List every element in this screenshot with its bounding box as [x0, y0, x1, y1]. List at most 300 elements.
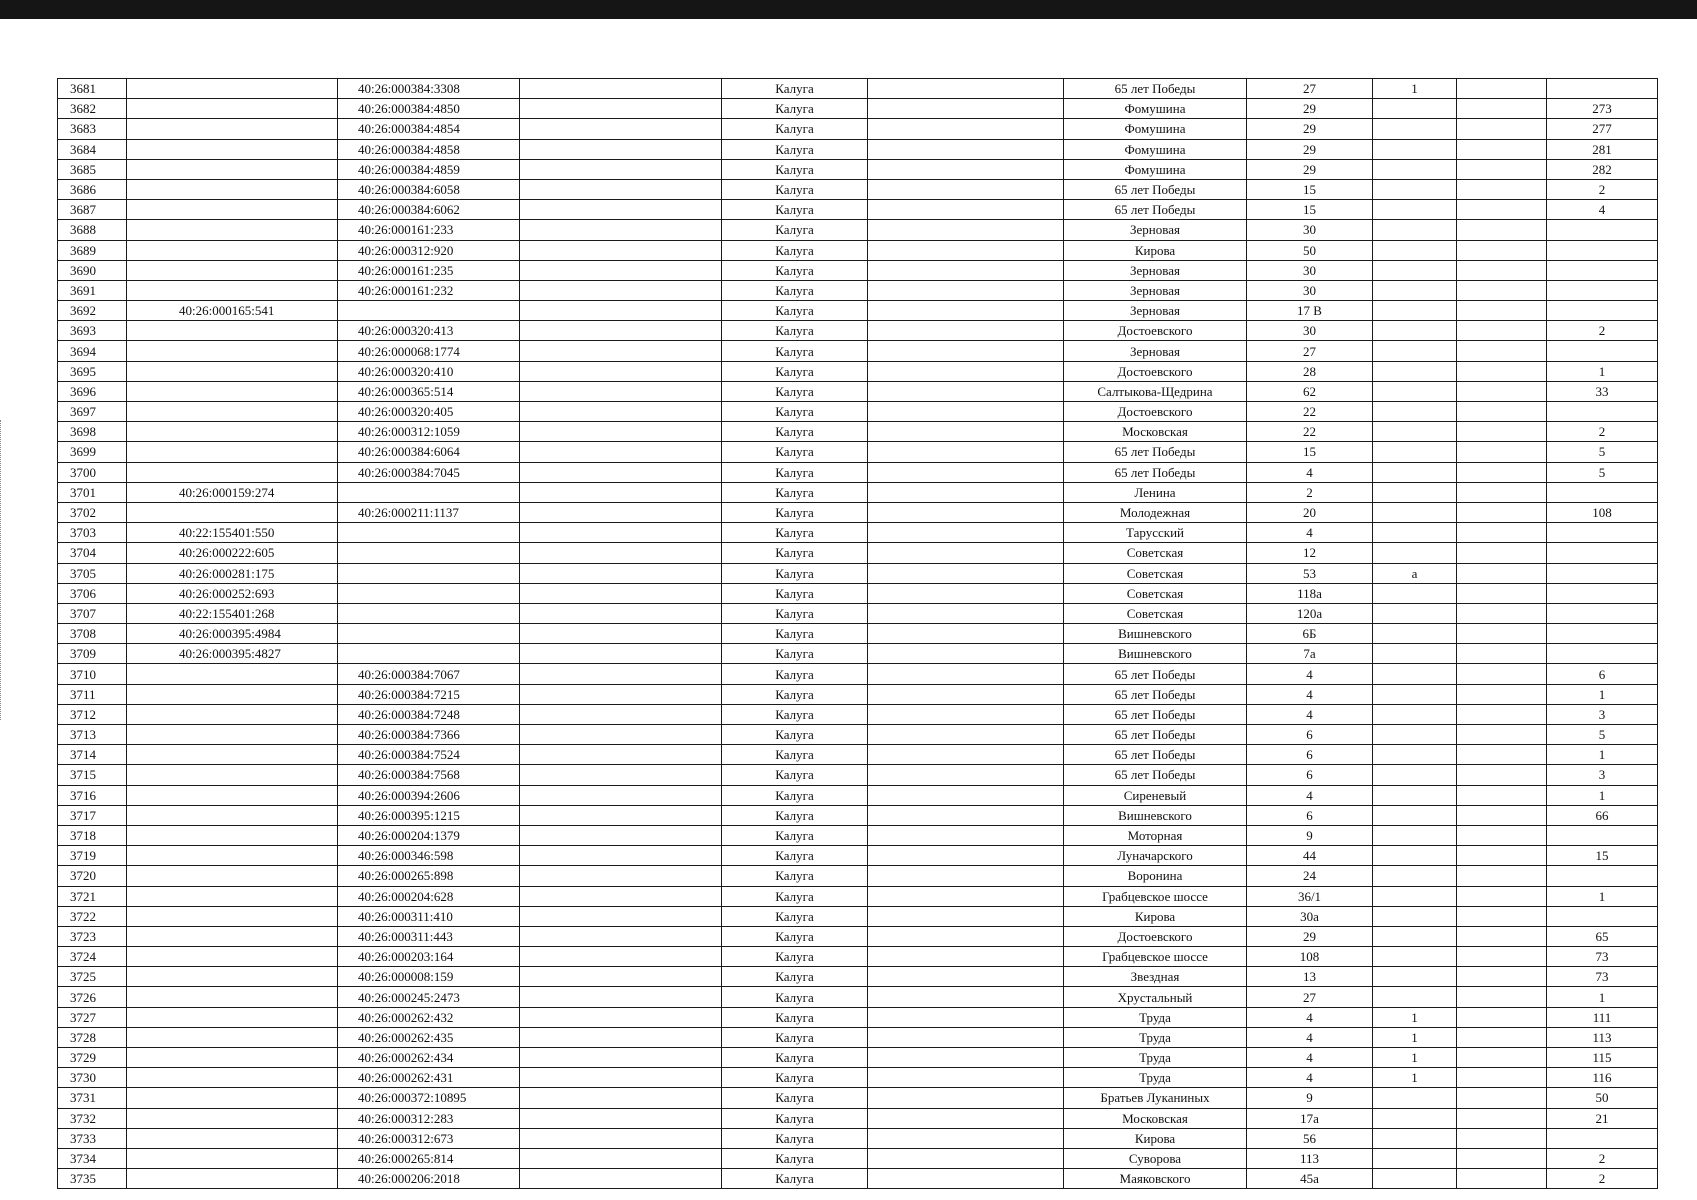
cell-cadastral-land: 40:26:000165:541 — [127, 301, 338, 321]
cell-cadastral-land: 40:26:000222:605 — [127, 543, 338, 563]
cell-blank-a — [520, 926, 722, 946]
cell-blank-b — [868, 1048, 1064, 1068]
cell-cadastral-building: 40:26:000384:4859 — [338, 159, 520, 179]
cell-blank-b — [868, 321, 1064, 341]
cell-street: Фомушина — [1064, 99, 1247, 119]
cell-cadastral-building: 40:26:000384:7366 — [338, 725, 520, 745]
cell-street: Луначарского — [1064, 846, 1247, 866]
cell-number: 3686 — [58, 179, 127, 199]
cell-number: 3705 — [58, 563, 127, 583]
cell-cadastral-land — [127, 1068, 338, 1088]
cell-cadastral-land — [127, 967, 338, 987]
cell-apartment: 2 — [1547, 1169, 1658, 1189]
cell-house: 30а — [1247, 906, 1373, 926]
cell-blank-c — [1457, 1128, 1547, 1148]
cell-blank-b — [868, 947, 1064, 967]
cell-house: 17 В — [1247, 301, 1373, 321]
cell-blank-c — [1457, 846, 1547, 866]
cell-apartment — [1547, 603, 1658, 623]
cell-cadastral-land — [127, 442, 338, 462]
cell-number: 3707 — [58, 603, 127, 623]
cell-blank-b — [868, 644, 1064, 664]
cell-blank-b — [868, 280, 1064, 300]
cell-cadastral-land: 40:26:000281:175 — [127, 563, 338, 583]
cell-blank-a — [520, 1027, 722, 1047]
cell-city: Калуга — [722, 482, 868, 502]
cell-cadastral-land — [127, 886, 338, 906]
cell-number: 3699 — [58, 442, 127, 462]
cell-cadastral-land — [127, 240, 338, 260]
cell-house: 30 — [1247, 260, 1373, 280]
cell-building — [1373, 159, 1457, 179]
cell-blank-c — [1457, 301, 1547, 321]
cell-blank-c — [1457, 482, 1547, 502]
cell-apartment: 282 — [1547, 159, 1658, 179]
cell-blank-c — [1457, 341, 1547, 361]
cell-blank-a — [520, 906, 722, 926]
cell-apartment — [1547, 79, 1658, 99]
cell-city: Калуга — [722, 381, 868, 401]
cell-building — [1373, 947, 1457, 967]
table-row — [58, 1148, 1658, 1168]
table-row — [58, 805, 1658, 825]
table-row — [58, 886, 1658, 906]
cell-number: 3701 — [58, 482, 127, 502]
cell-blank-c — [1457, 664, 1547, 684]
cell-house: 30 — [1247, 280, 1373, 300]
cell-apartment: 108 — [1547, 502, 1658, 522]
cell-apartment: 115 — [1547, 1048, 1658, 1068]
cell-cadastral-land — [127, 947, 338, 967]
cell-city: Калуга — [722, 422, 868, 442]
cell-building: 1 — [1373, 79, 1457, 99]
cell-cadastral-building — [338, 543, 520, 563]
cell-blank-a — [520, 684, 722, 704]
cell-house: 22 — [1247, 422, 1373, 442]
cell-blank-c — [1457, 725, 1547, 745]
cell-building — [1373, 523, 1457, 543]
cell-number: 3694 — [58, 341, 127, 361]
cell-city: Калуга — [722, 179, 868, 199]
cell-cadastral-building: 40:26:000384:4850 — [338, 99, 520, 119]
cell-blank-c — [1457, 422, 1547, 442]
cell-blank-c — [1457, 1108, 1547, 1128]
cell-cadastral-building: 40:26:000204:1379 — [338, 825, 520, 845]
cell-cadastral-land — [127, 502, 338, 522]
table-row — [58, 644, 1658, 664]
cell-blank-b — [868, 583, 1064, 603]
cell-blank-b — [868, 1128, 1064, 1148]
cell-house: 24 — [1247, 866, 1373, 886]
cell-blank-c — [1457, 1088, 1547, 1108]
table-row — [58, 704, 1658, 724]
cell-cadastral-building: 40:26:000384:7045 — [338, 462, 520, 482]
cell-blank-c — [1457, 765, 1547, 785]
cell-blank-a — [520, 1048, 722, 1068]
cell-blank-c — [1457, 624, 1547, 644]
cell-city: Калуга — [722, 462, 868, 482]
cell-blank-c — [1457, 99, 1547, 119]
cell-number: 3693 — [58, 321, 127, 341]
cell-house: 27 — [1247, 987, 1373, 1007]
cell-city: Калуга — [722, 260, 868, 280]
cell-cadastral-land — [127, 402, 338, 422]
cell-cadastral-land — [127, 200, 338, 220]
cell-number: 3684 — [58, 139, 127, 159]
cell-cadastral-building: 40:26:000320:410 — [338, 361, 520, 381]
cell-cadastral-building: 40:26:000384:7524 — [338, 745, 520, 765]
table-row — [58, 825, 1658, 845]
cell-house: 7а — [1247, 644, 1373, 664]
cell-cadastral-land — [127, 119, 338, 139]
cell-street: Сиреневый — [1064, 785, 1247, 805]
cell-blank-b — [868, 260, 1064, 280]
cell-apartment: 3 — [1547, 704, 1658, 724]
cell-building — [1373, 381, 1457, 401]
cell-blank-a — [520, 805, 722, 825]
cell-cadastral-building — [338, 583, 520, 603]
cell-number: 3730 — [58, 1068, 127, 1088]
table-row — [58, 1128, 1658, 1148]
cell-cadastral-building: 40:26:000320:405 — [338, 402, 520, 422]
cell-house: 4 — [1247, 664, 1373, 684]
cell-blank-b — [868, 543, 1064, 563]
cell-house: 45а — [1247, 1169, 1373, 1189]
cell-street: 65 лет Победы — [1064, 684, 1247, 704]
cell-city: Калуга — [722, 240, 868, 260]
cell-street: Труда — [1064, 1048, 1247, 1068]
cell-number: 3695 — [58, 361, 127, 381]
cell-street: Фомушина — [1064, 119, 1247, 139]
cell-number: 3706 — [58, 583, 127, 603]
cell-city: Калуга — [722, 361, 868, 381]
cell-building — [1373, 704, 1457, 724]
cell-city: Калуга — [722, 785, 868, 805]
cell-city: Калуга — [722, 684, 868, 704]
table-row — [58, 502, 1658, 522]
cell-city: Калуга — [722, 543, 868, 563]
cell-street: Вишневского — [1064, 644, 1247, 664]
cell-street: Зерновая — [1064, 280, 1247, 300]
cell-street: 65 лет Победы — [1064, 765, 1247, 785]
cell-apartment: 65 — [1547, 926, 1658, 946]
table-row — [58, 765, 1658, 785]
cell-city: Калуга — [722, 1128, 868, 1148]
cell-building — [1373, 926, 1457, 946]
table-row — [58, 664, 1658, 684]
table-row — [58, 603, 1658, 623]
cell-house: 29 — [1247, 139, 1373, 159]
cell-apartment — [1547, 644, 1658, 664]
cell-blank-b — [868, 200, 1064, 220]
cell-building: 1 — [1373, 1048, 1457, 1068]
cell-building — [1373, 1148, 1457, 1168]
cell-blank-c — [1457, 825, 1547, 845]
cell-house: 4 — [1247, 785, 1373, 805]
cell-apartment: 116 — [1547, 1068, 1658, 1088]
table-row — [58, 1027, 1658, 1047]
cell-house: 15 — [1247, 442, 1373, 462]
cell-apartment — [1547, 523, 1658, 543]
cell-blank-b — [868, 704, 1064, 724]
cell-blank-a — [520, 967, 722, 987]
cell-street: Вишневского — [1064, 624, 1247, 644]
cell-building — [1373, 260, 1457, 280]
cell-blank-c — [1457, 1027, 1547, 1047]
cell-number: 3703 — [58, 523, 127, 543]
cell-city: Калуга — [722, 603, 868, 623]
cell-blank-a — [520, 785, 722, 805]
cell-blank-c — [1457, 402, 1547, 422]
cell-building — [1373, 745, 1457, 765]
cell-blank-c — [1457, 220, 1547, 240]
cell-cadastral-land — [127, 805, 338, 825]
cell-building — [1373, 341, 1457, 361]
table-row — [58, 361, 1658, 381]
cell-blank-c — [1457, 563, 1547, 583]
cell-blank-a — [520, 644, 722, 664]
cell-cadastral-land — [127, 139, 338, 159]
cell-street: Фомушина — [1064, 139, 1247, 159]
cell-apartment: 15 — [1547, 846, 1658, 866]
cell-number: 3687 — [58, 200, 127, 220]
table-row — [58, 725, 1658, 745]
cell-city: Калуга — [722, 725, 868, 745]
cell-cadastral-building: 40:26:000262:434 — [338, 1048, 520, 1068]
table-row — [58, 785, 1658, 805]
cell-blank-c — [1457, 785, 1547, 805]
cell-apartment: 2 — [1547, 179, 1658, 199]
cell-cadastral-building: 40:26:000204:628 — [338, 886, 520, 906]
cell-blank-c — [1457, 159, 1547, 179]
cell-building — [1373, 603, 1457, 623]
cell-blank-b — [868, 805, 1064, 825]
cell-apartment: 1 — [1547, 361, 1658, 381]
cell-cadastral-building: 40:26:000206:2018 — [338, 1169, 520, 1189]
cell-building — [1373, 240, 1457, 260]
cell-cadastral-building: 40:26:000203:164 — [338, 947, 520, 967]
cell-apartment — [1547, 240, 1658, 260]
table-row — [58, 79, 1658, 99]
cell-street: Грабцевское шоссе — [1064, 886, 1247, 906]
cell-number: 3698 — [58, 422, 127, 442]
cell-apartment: 111 — [1547, 1007, 1658, 1027]
cell-number: 3719 — [58, 846, 127, 866]
cell-apartment: 2 — [1547, 321, 1658, 341]
cell-city: Калуга — [722, 1007, 868, 1027]
cell-blank-a — [520, 725, 722, 745]
cell-blank-b — [868, 785, 1064, 805]
cell-cadastral-building — [338, 624, 520, 644]
cell-cadastral-land — [127, 987, 338, 1007]
cell-blank-b — [868, 624, 1064, 644]
cell-street: 65 лет Победы — [1064, 745, 1247, 765]
cell-blank-c — [1457, 523, 1547, 543]
cell-apartment: 273 — [1547, 99, 1658, 119]
cell-house: 9 — [1247, 1088, 1373, 1108]
cell-blank-a — [520, 381, 722, 401]
cell-blank-c — [1457, 1169, 1547, 1189]
cell-city: Калуга — [722, 200, 868, 220]
cell-apartment: 2 — [1547, 422, 1658, 442]
cell-street: Московская — [1064, 1108, 1247, 1128]
cell-building: а — [1373, 563, 1457, 583]
cell-blank-b — [868, 906, 1064, 926]
cell-house: 29 — [1247, 99, 1373, 119]
cell-blank-b — [868, 664, 1064, 684]
cell-city: Калуга — [722, 119, 868, 139]
cell-building — [1373, 1088, 1457, 1108]
cell-blank-b — [868, 825, 1064, 845]
cell-building — [1373, 99, 1457, 119]
cell-cadastral-building: 40:26:000346:598 — [338, 846, 520, 866]
cell-blank-c — [1457, 1007, 1547, 1027]
cell-number: 3683 — [58, 119, 127, 139]
cell-apartment: 66 — [1547, 805, 1658, 825]
cell-street: Фомушина — [1064, 159, 1247, 179]
cell-number: 3726 — [58, 987, 127, 1007]
cell-blank-c — [1457, 704, 1547, 724]
cell-blank-a — [520, 179, 722, 199]
cell-house: 29 — [1247, 926, 1373, 946]
cell-number: 3692 — [58, 301, 127, 321]
cell-blank-c — [1457, 805, 1547, 825]
cell-street: 65 лет Победы — [1064, 704, 1247, 724]
cell-cadastral-land — [127, 866, 338, 886]
cell-cadastral-land — [127, 381, 338, 401]
table-row — [58, 1169, 1658, 1189]
cell-blank-a — [520, 846, 722, 866]
cell-number: 3691 — [58, 280, 127, 300]
cell-blank-c — [1457, 866, 1547, 886]
cell-house: 4 — [1247, 1068, 1373, 1088]
cell-house: 4 — [1247, 1027, 1373, 1047]
table-row — [58, 119, 1658, 139]
cell-cadastral-building: 40:26:000384:3308 — [338, 79, 520, 99]
cell-number: 3729 — [58, 1048, 127, 1068]
cell-blank-b — [868, 1007, 1064, 1027]
cell-street: Советская — [1064, 563, 1247, 583]
table-row — [58, 200, 1658, 220]
cell-apartment: 6 — [1547, 664, 1658, 684]
table-row — [58, 523, 1658, 543]
cell-number: 3725 — [58, 967, 127, 987]
cell-cadastral-land — [127, 1108, 338, 1128]
cell-street: Маяковского — [1064, 1169, 1247, 1189]
cell-blank-b — [868, 987, 1064, 1007]
cell-blank-b — [868, 341, 1064, 361]
cell-blank-b — [868, 846, 1064, 866]
cell-cadastral-building — [338, 523, 520, 543]
cell-street: 65 лет Победы — [1064, 200, 1247, 220]
cell-cadastral-building: 40:26:000372:10895 — [338, 1088, 520, 1108]
cell-number: 3728 — [58, 1027, 127, 1047]
cell-blank-b — [868, 240, 1064, 260]
cell-blank-a — [520, 603, 722, 623]
table-row — [58, 321, 1658, 341]
cell-cadastral-building: 40:26:000312:673 — [338, 1128, 520, 1148]
cell-cadastral-building: 40:26:000384:6064 — [338, 442, 520, 462]
table-row — [58, 1068, 1658, 1088]
cell-number: 3700 — [58, 462, 127, 482]
cell-number: 3708 — [58, 624, 127, 644]
cell-blank-b — [868, 381, 1064, 401]
cell-cadastral-land — [127, 926, 338, 946]
cell-blank-a — [520, 664, 722, 684]
cell-building — [1373, 1169, 1457, 1189]
cell-street: Советская — [1064, 583, 1247, 603]
cell-house: 6Б — [1247, 624, 1373, 644]
cell-building — [1373, 825, 1457, 845]
cell-cadastral-land — [127, 704, 338, 724]
cell-house: 4 — [1247, 1048, 1373, 1068]
cell-cadastral-land: 40:26:000252:693 — [127, 583, 338, 603]
cell-blank-a — [520, 987, 722, 1007]
cell-blank-a — [520, 321, 722, 341]
cell-building — [1373, 321, 1457, 341]
cell-cadastral-building: 40:26:000384:7067 — [338, 664, 520, 684]
cell-apartment — [1547, 341, 1658, 361]
cell-number: 3718 — [58, 825, 127, 845]
cell-blank-b — [868, 1148, 1064, 1168]
cell-number: 3721 — [58, 886, 127, 906]
table-row — [58, 280, 1658, 300]
cell-blank-b — [868, 79, 1064, 99]
cell-house: 4 — [1247, 523, 1373, 543]
cell-blank-a — [520, 886, 722, 906]
cell-building — [1373, 1108, 1457, 1128]
cell-apartment — [1547, 906, 1658, 926]
cell-cadastral-land — [127, 220, 338, 240]
cell-apartment — [1547, 301, 1658, 321]
table-row — [58, 1048, 1658, 1068]
cell-apartment — [1547, 624, 1658, 644]
cell-cadastral-building: 40:26:000384:6062 — [338, 200, 520, 220]
cell-apartment: 277 — [1547, 119, 1658, 139]
cell-blank-a — [520, 745, 722, 765]
cell-cadastral-building: 40:26:000384:7248 — [338, 704, 520, 724]
cell-city: Калуга — [722, 987, 868, 1007]
cell-cadastral-building: 40:26:000312:920 — [338, 240, 520, 260]
cell-apartment: 21 — [1547, 1108, 1658, 1128]
cell-city: Калуга — [722, 321, 868, 341]
cell-apartment — [1547, 482, 1658, 502]
cell-city: Калуга — [722, 1027, 868, 1047]
cell-building — [1373, 200, 1457, 220]
cell-number: 3715 — [58, 765, 127, 785]
cell-cadastral-land: 40:26:000395:4984 — [127, 624, 338, 644]
cell-number: 3714 — [58, 745, 127, 765]
cell-building — [1373, 765, 1457, 785]
cell-cadastral-building: 40:26:000008:159 — [338, 967, 520, 987]
cell-street: Достоевского — [1064, 402, 1247, 422]
cell-house: 29 — [1247, 119, 1373, 139]
cell-apartment: 113 — [1547, 1027, 1658, 1047]
table-row — [58, 967, 1658, 987]
cell-cadastral-building — [338, 563, 520, 583]
cell-apartment: 2 — [1547, 1148, 1658, 1168]
cell-apartment: 4 — [1547, 200, 1658, 220]
cell-number: 3704 — [58, 543, 127, 563]
cell-house: 6 — [1247, 805, 1373, 825]
cell-city: Калуга — [722, 402, 868, 422]
cell-building — [1373, 987, 1457, 1007]
cell-cadastral-land — [127, 1088, 338, 1108]
cell-building — [1373, 725, 1457, 745]
cell-house: 9 — [1247, 825, 1373, 845]
cell-number: 3709 — [58, 644, 127, 664]
cell-building — [1373, 301, 1457, 321]
